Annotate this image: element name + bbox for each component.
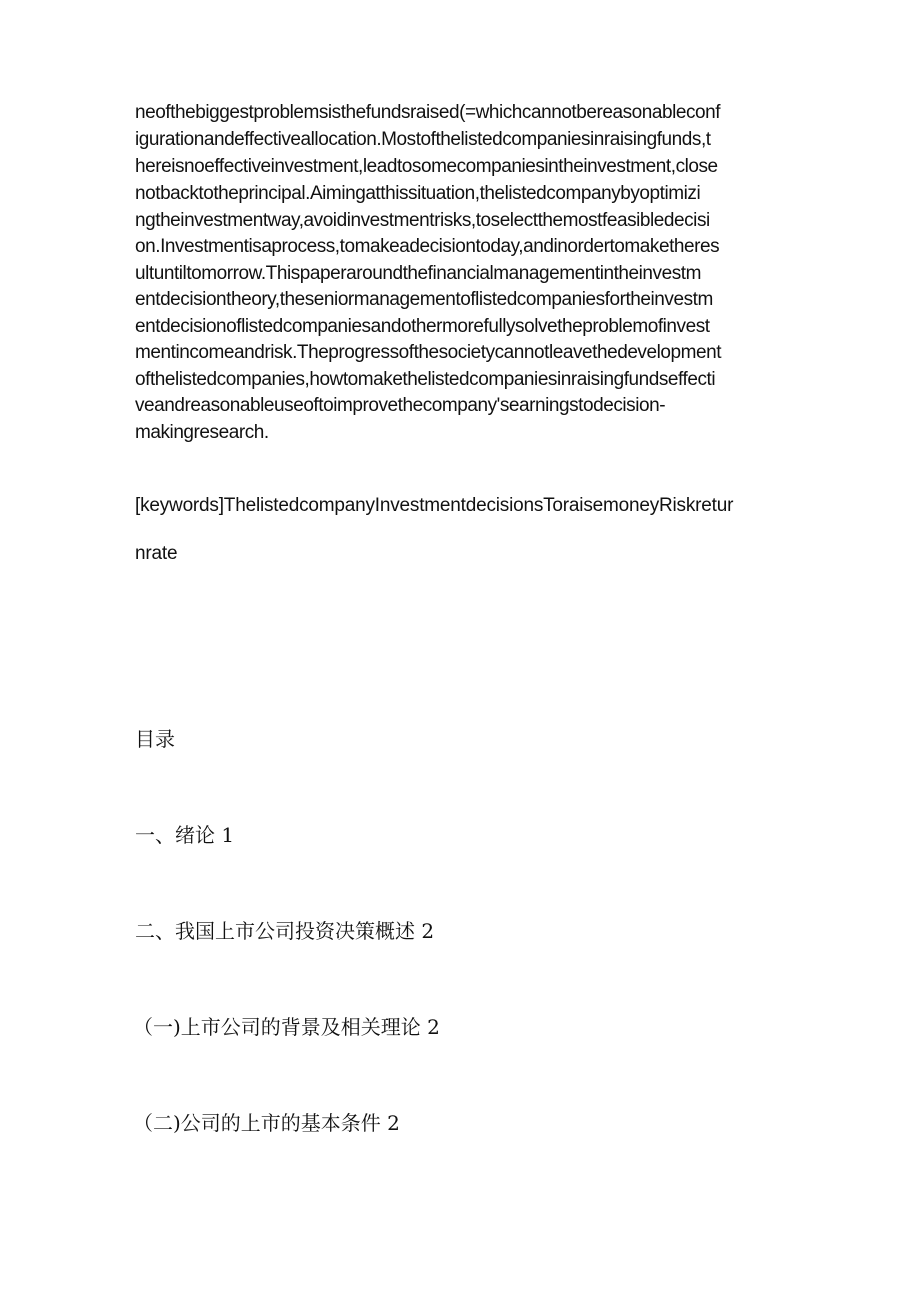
- abstract-line-13: makingresearch.: [135, 422, 269, 443]
- abstract-line-6: on.Investmentisaprocess,tomakeadecisiontoday,andinordertomaketheres: [135, 236, 720, 257]
- toc-entry-3: （一)上市公司的背景及相关理论 2: [133, 1015, 440, 1039]
- keywords-line-2: nrate: [135, 543, 178, 564]
- abstract-line-11: ofthelistedcompanies,howtomakethelistedcompaniesinraisingfundseffecti: [135, 369, 716, 390]
- abstract-line-7: ultuntiltomorrow.Thispaperaroundthefinancialmanagementintheinvestm: [135, 263, 701, 284]
- toc-entry-4: （二)公司的上市的基本条件 2: [133, 1111, 400, 1135]
- abstract-line-2: igurationandeffectiveallocation.Mostofthelistedcompaniesinraisingfunds,t: [135, 129, 711, 150]
- toc-entry-1: 一、绪论 1: [135, 823, 235, 847]
- abstract-line-8: entdecisiontheory,theseniormanagementoflistedcompaniesfortheinvestm: [135, 289, 713, 310]
- abstract-line-5: ngtheinvestmentway,avoidinvestmentrisks,toselectthemostfeasibledecisi: [135, 210, 710, 231]
- abstract-line-4: notbacktotheprincipal.Aimingatthissituation,thelistedcompanybyoptimizi: [135, 183, 701, 204]
- abstract-line-3: hereisnoeffectiveinvestment,leadtosomecompaniesintheinvestment,close: [135, 156, 718, 177]
- abstract-line-1: neofthebiggestproblemsisthefundsraised(=whichcannotbereasonableconf: [135, 102, 721, 123]
- toc-entry-2: 二、我国上市公司投资决策概述 2: [135, 919, 435, 943]
- abstract-line-12: veandreasonableuseoftoimprovethecompany'searningstodecision-: [135, 395, 666, 416]
- keywords-line-1: [keywords]ThelistedcompanyInvestmentdecisionsToraisemoneyRiskretur: [135, 495, 734, 516]
- toc-title: 目录: [135, 727, 175, 751]
- abstract-line-9: entdecisionoflistedcompaniesandothermorefullysolvetheproblemofinvest: [135, 316, 710, 337]
- abstract-line-10: mentincomeandrisk.Theprogressofthesocietycannotleavethedevelopment: [135, 342, 722, 363]
